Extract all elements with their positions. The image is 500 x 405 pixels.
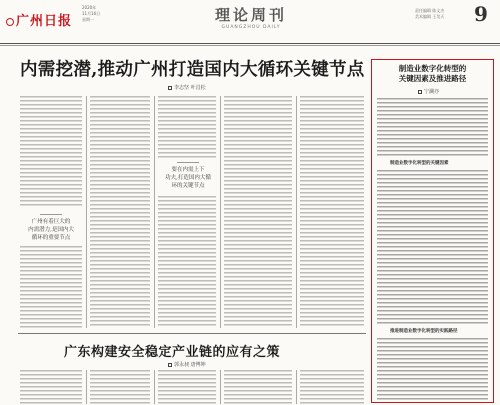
page-number: 9 — [474, 2, 488, 26]
side-article-text — [377, 338, 488, 400]
side-byline — [418, 88, 439, 95]
date-line: 11月16日 — [82, 11, 101, 16]
side-subhead: 推进制造业数字化转型的实践路径 — [390, 329, 458, 334]
article-column — [90, 96, 150, 328]
editor-credits — [415, 8, 471, 20]
issue-date — [82, 5, 116, 23]
pull-quote-rule — [177, 162, 199, 163]
date-line: 2020年 — [82, 5, 97, 10]
section-title: 理论周刊 — [214, 6, 287, 24]
second-headline: 广东构建安全稳定产业链的应有之策 — [64, 345, 281, 360]
article-column — [90, 370, 150, 404]
side-headline — [376, 64, 489, 84]
logo-emblem-icon — [6, 18, 14, 26]
column-divider — [86, 370, 87, 404]
article-column — [20, 246, 82, 328]
column-divider — [86, 96, 87, 328]
article-column — [300, 96, 364, 328]
pull-quote-line: 要在内需上下 — [171, 167, 205, 173]
pull-quote-line: 功夫,打造国内大循 — [165, 175, 211, 181]
pull-quote-line: 循环的重要节点 — [31, 235, 71, 241]
column-divider — [296, 370, 297, 404]
side-byline-text: 宁澜亦 — [424, 89, 440, 95]
logo-text: 广州日报 — [16, 14, 73, 29]
main-byline-text: 李志坚 叶昌松 — [174, 85, 206, 91]
pull-quote — [160, 162, 216, 190]
article-column — [158, 96, 216, 158]
side-article-text — [377, 170, 488, 324]
pull-quote-line: 广州有着巨大的 — [31, 219, 71, 225]
side-headline-line: 制造业数字化转型的 — [398, 64, 467, 73]
article-separator — [18, 333, 366, 334]
column-divider — [220, 370, 221, 404]
newspaper-logo — [6, 10, 72, 29]
pull-quote-line: 内需潜力,是国内大 — [28, 227, 74, 233]
date-line: 星期一 — [82, 17, 94, 22]
article-column — [224, 96, 292, 328]
article-column — [158, 196, 216, 328]
pull-quote — [22, 214, 80, 242]
byline-marker-icon — [418, 90, 422, 94]
second-byline-text: 郭永昶 唐博坤 — [174, 362, 206, 368]
pull-quote-rule — [40, 214, 62, 215]
article-column — [20, 96, 82, 208]
column-divider — [154, 370, 155, 404]
pull-quote-line: 环的关键节点 — [171, 183, 205, 189]
main-headline: 内需挖潜,推动广州打造国内大循环关键节点 — [20, 60, 365, 80]
side-subhead: 制造业数字化转型的关键因素 — [390, 161, 449, 166]
section-subtitle: GUANGZHOU DAILY — [221, 25, 281, 30]
column-divider — [220, 96, 221, 328]
masthead-rule-thin — [0, 45, 500, 46]
article-column — [20, 370, 82, 404]
article-column — [300, 370, 364, 404]
side-article-text — [377, 98, 488, 156]
side-headline-line: 关键因素及推进路径 — [398, 74, 467, 83]
editor-line: 美术编辑 王昊天 — [415, 14, 445, 19]
masthead-rule — [0, 43, 500, 44]
article-column — [224, 370, 292, 404]
editor-line: 责任编辑 陈文杰 — [415, 8, 445, 13]
main-byline — [168, 84, 206, 91]
byline-marker-icon — [168, 363, 172, 367]
article-column — [158, 370, 216, 404]
masthead — [0, 0, 500, 44]
second-byline — [168, 361, 206, 368]
column-divider — [296, 96, 297, 328]
column-divider — [154, 96, 155, 328]
byline-marker-icon — [168, 86, 172, 90]
